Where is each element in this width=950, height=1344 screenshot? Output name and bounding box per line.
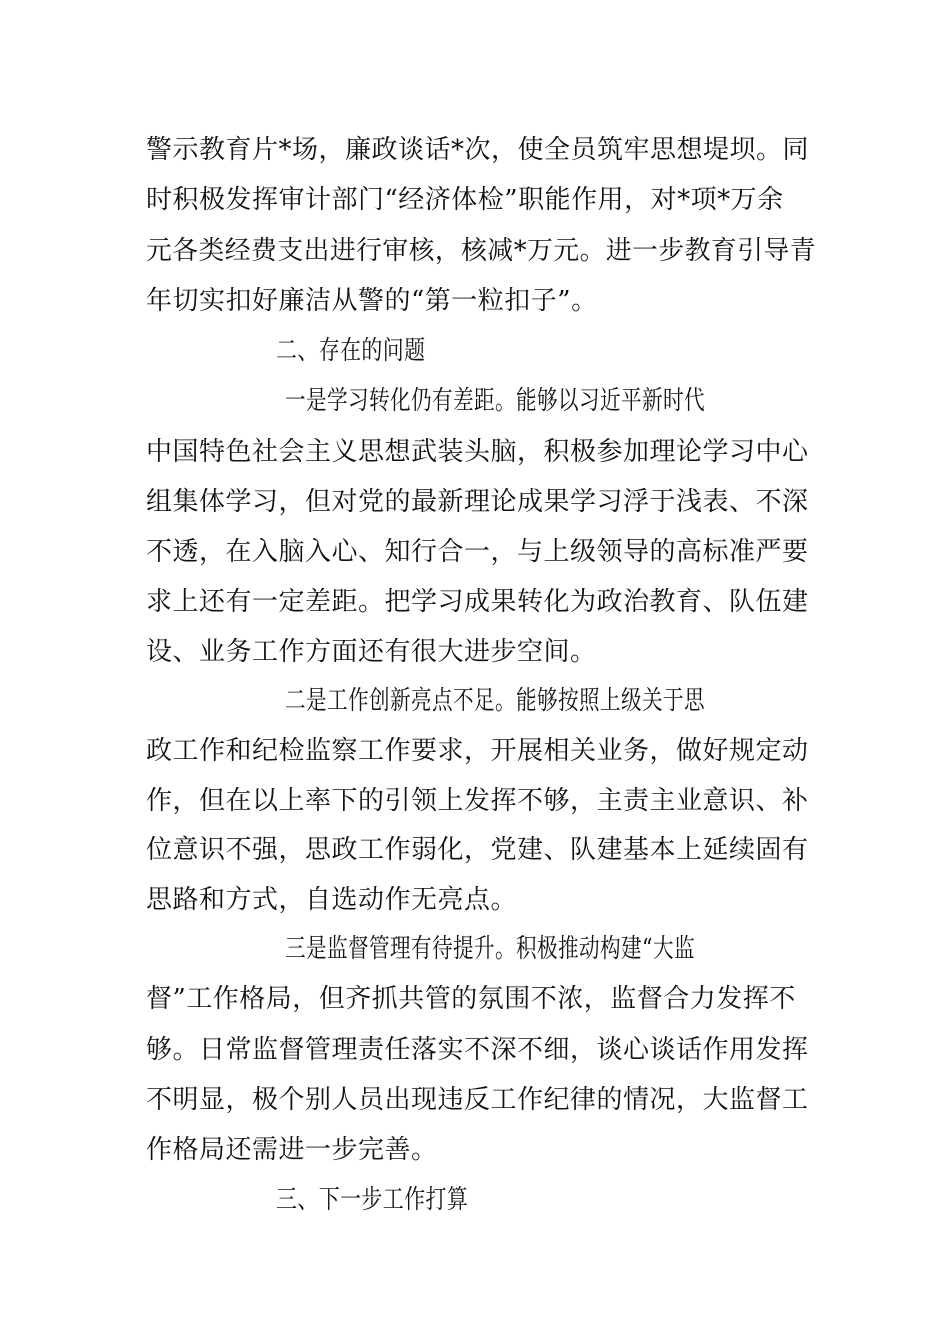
paragraph-line: 时积极发挥审计部门“经济体检”职能作用，对*项*万余 <box>146 185 784 215</box>
paragraph-line: 设、业务工作方面还有很大进步空间。 <box>146 637 597 667</box>
paragraph-line: 三是监督管理有待提升。积极推动构建“大监 <box>285 934 695 964</box>
paragraph-line: 思路和方式，自选动作无亮点。 <box>146 885 518 915</box>
paragraph-line: 不透，在入脑入心、知行合一，与上级领导的高标准严要 <box>146 537 809 567</box>
paragraph-line: 不明显，极个别人员出现违反工作纪律的情况，大监督工 <box>146 1085 809 1115</box>
section-heading: 三、下一步工作打算 <box>276 1185 469 1215</box>
section-heading: 二、存在的问题 <box>276 336 426 366</box>
paragraph-line: 警示教育片*场，廉政谈话*次，使全员筑牢思想堤坝。同 <box>146 135 810 165</box>
paragraph-line: 政工作和纪检监察工作要求，开展相关业务，做好规定动 <box>146 736 809 766</box>
paragraph-line: 督”工作格局，但齐抓共管的氛围不浓，监督合力发挥不 <box>146 984 796 1014</box>
paragraph-line: 中国特色社会主义思想武装头脑，积极参加理论学习中心 <box>146 437 809 467</box>
paragraph-line: 作，但在以上率下的引领上发挥不够，主责主业意识、补 <box>146 786 809 816</box>
paragraph-line: 组集体学习，但对党的最新理论成果学习浮于浅表、不深 <box>146 487 809 517</box>
paragraph-line: 求上还有一定差距。把学习成果转化为政治教育、队伍建 <box>146 587 809 617</box>
paragraph-line: 作格局还需进一步完善。 <box>146 1135 438 1165</box>
paragraph-line: 元各类经费支出进行审核，核减*万元。进一步教育引导青 <box>146 236 816 266</box>
paragraph-line: 年切实扣好廉洁从警的“第一粒扣子”。 <box>146 286 598 316</box>
paragraph-line: 够。日常监督管理责任落实不深不细，谈心谈话作用发挥 <box>146 1035 809 1065</box>
paragraph-line: 一是学习转化仍有差距。能够以习近平新时代 <box>285 386 706 416</box>
paragraph-line: 二是工作创新亮点不足。能够按照上级关于思 <box>285 686 706 716</box>
paragraph-line: 位意识不强，思政工作弱化，党建、队建基本上延续固有 <box>146 835 809 865</box>
